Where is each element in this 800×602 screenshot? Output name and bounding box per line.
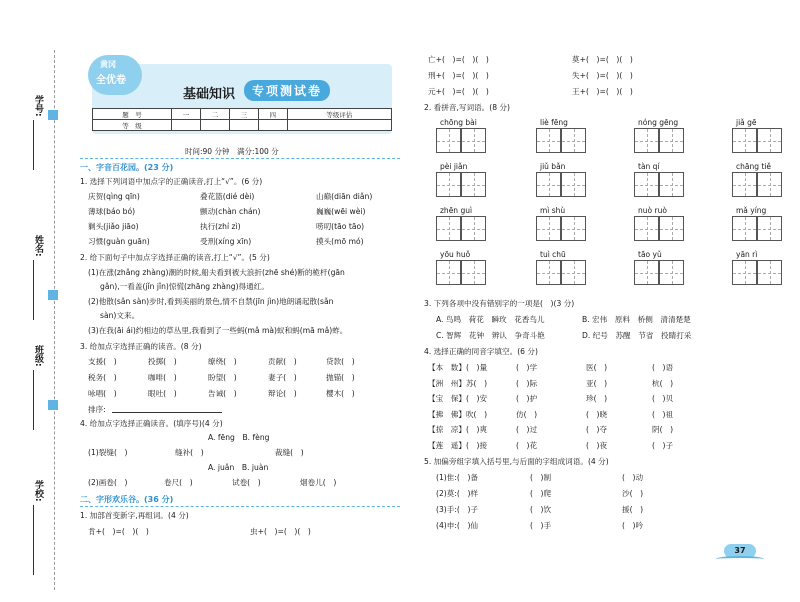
time-info: 时间:90 分钟 满分:100 分 [185, 147, 279, 156]
writing-cell[interactable] [732, 216, 757, 241]
q4-item: 试卷( ) [232, 478, 261, 487]
class-label: 班级: [33, 345, 43, 367]
radical-item: ( )手 [530, 521, 552, 530]
pinyin-label: nuò ruò [638, 206, 667, 215]
homophone-item: 亚( ) [586, 378, 608, 388]
score-cell [258, 120, 287, 131]
divider [80, 506, 400, 507]
homophone-item: 仿( ) [516, 409, 538, 419]
school-label: 学校: [33, 480, 43, 502]
q4-stem: 4. 给加点字选择正确读音。(填序号)(4 分) [80, 419, 223, 428]
q4-item: 裁缝( ) [275, 448, 304, 457]
homophone-item: 【洲 州】苏( ) [428, 378, 488, 388]
q3-item: 贷款( ) [326, 357, 355, 366]
q4-options: A. fēng B. fèng [208, 433, 270, 442]
score-cell: 三 [229, 109, 258, 120]
s2q1-item: 王+( )=( )( ) [572, 87, 633, 96]
logo-line2: 全优卷 [96, 75, 126, 86]
class-line [33, 370, 34, 430]
q4-options: A. juǎn B. juàn [208, 463, 269, 472]
q3-item: 支援( ) [88, 357, 117, 366]
writing-cell[interactable] [461, 260, 486, 285]
radical-item: (3)手:( )子 [436, 505, 479, 514]
homophone-item: 杭( ) [652, 378, 674, 388]
writing-cell[interactable] [732, 260, 757, 285]
writing-cell[interactable] [634, 216, 659, 241]
page-number: 37 [724, 544, 756, 558]
q4-item: 卷尺( ) [164, 478, 193, 487]
binding-mark [48, 290, 58, 300]
writing-cell[interactable] [659, 172, 684, 197]
homophone-item: ( )际 [516, 378, 538, 388]
homophone-item: 珍( ) [586, 394, 608, 403]
pinyin-label: tuì chū [540, 250, 566, 259]
radical-item: ( )动 [622, 473, 644, 482]
radical-item: 沙( ) [622, 489, 644, 498]
binding-strip [0, 0, 62, 602]
writing-cell[interactable] [461, 128, 486, 153]
writing-cell[interactable] [561, 172, 586, 197]
radical-item: ( )爬 [530, 489, 552, 498]
homophone-item: ( )祖 [652, 409, 674, 419]
pinyin-label: liè fēng [540, 118, 568, 127]
q1-item: 摸头(mō mó) [316, 237, 364, 246]
writing-cell[interactable] [634, 172, 659, 197]
score-cell: 等级评估 [287, 109, 391, 120]
homophone-item: ( )子 [652, 440, 674, 450]
q3-item: 抛锚( ) [326, 373, 355, 382]
s2q5-stem: 5. 加偏旁组字填入括号里,与后面的字组成词语。(4 分) [424, 457, 609, 466]
writing-cell[interactable] [634, 260, 659, 285]
writing-cell[interactable] [461, 216, 486, 241]
q3-item: 樱木( ) [326, 389, 355, 398]
homophone-item: ( )夜 [586, 440, 608, 450]
s2q1-item: 莫+( )=( )( ) [572, 55, 633, 64]
q3-item: 咖啡( ) [148, 373, 177, 382]
s2q1-item: 虫+( )=( )( ) [250, 527, 311, 536]
writing-cell[interactable] [436, 128, 461, 153]
s2q1-item: 亡+( )=( )( ) [428, 55, 489, 64]
score-cell [287, 120, 391, 131]
logo-line1: 黄冈 [100, 60, 116, 69]
number-line [33, 120, 34, 170]
q3-item: 投掷( ) [148, 357, 177, 366]
binding-mark [48, 110, 58, 120]
s2q3-stem: 3. 下列各项中没有错别字的一项是( )(3 分) [424, 299, 575, 308]
q2-line: gǎn),一看盖(jǐn jǐn)惊慌(zhāng zhàng)得通红。 [100, 282, 269, 291]
school-line [33, 505, 34, 575]
q1-stem: 1. 选择下列词语中加点字的正确读音,打上“√”。(6 分) [80, 177, 263, 186]
radical-item: (4)申:( )仙 [436, 521, 479, 530]
q2-line: sàn)文来。 [100, 311, 140, 320]
q3-item: 缭绕( ) [208, 357, 237, 366]
homophone-item: 【宝 保】( )安 [428, 394, 488, 403]
q1-item: 习惯(guàn guān) [88, 237, 150, 246]
q1-item: 薄球(báo bó) [88, 207, 136, 216]
pinyin-label: pèi jiǎn [440, 162, 468, 171]
writing-cell[interactable] [561, 128, 586, 153]
s2q1-item: 刑+( )=( )( ) [428, 71, 489, 80]
score-cell: 二 [201, 109, 230, 120]
pinyin-label: zhēn guì [440, 206, 473, 215]
q2-line: (3)在我(āi ái)约相边的草丛里,我看到了一些蚂(mǎ mà)蚁和蚂(mā mǎ)蚱。 [88, 326, 348, 335]
writing-cell[interactable] [536, 216, 561, 241]
q3-item: 咏唱( ) [88, 389, 117, 398]
page-subtitle: 专项测试卷 [244, 80, 330, 101]
homophone-item: ( )语 [652, 363, 674, 372]
homophone-item: ( )贝 [652, 394, 674, 403]
divider [80, 158, 400, 159]
q2-stem: 2. 给下面句子中加点字选择正确的读音,打上“√”。(5 分) [80, 253, 270, 262]
s2q4-stem: 4. 选择正确的同音字填空。(6 分) [424, 347, 538, 356]
homophone-item: 【掠 凉】( )爽 [428, 425, 488, 434]
q4-item: (2)画卷( ) [88, 478, 128, 487]
writing-cell[interactable] [436, 260, 461, 285]
writing-cell[interactable] [536, 172, 561, 197]
writing-cell[interactable] [757, 172, 782, 197]
q4-item: (1)裂缝( ) [88, 448, 128, 457]
pinyin-label: jiǎ gē [736, 118, 757, 127]
q4-item: 缝补( ) [175, 448, 204, 457]
section2-title: 二、字形欢乐谷。(36 分) [80, 495, 174, 504]
s2q3-option: B. 宏伟 原料 桥侧 清清楚楚 [582, 315, 691, 324]
q1-item: 叠花篮(dié dèi) [200, 192, 255, 201]
radical-item: ( )制 [530, 473, 552, 482]
q3-sort: 排序: [88, 405, 106, 414]
s2q1-item: 元+( )=( )( ) [428, 87, 489, 96]
writing-cell[interactable] [757, 260, 782, 285]
writing-cell[interactable] [561, 216, 586, 241]
homophone-item: 【本 数】( )量 [428, 363, 488, 372]
s2q2-stem: 2. 看拼音,写词语。(8 分) [424, 103, 510, 112]
page-title: 基础知识 [183, 87, 236, 102]
writing-cell[interactable] [732, 128, 757, 153]
homophone-item: ( )过 [516, 425, 538, 434]
q3-item: 眼吐( ) [148, 389, 177, 398]
homophone-item: 【莲 遥】( )接 [428, 440, 488, 450]
section1-title: 一、字音百花园。(23 分) [80, 163, 174, 172]
writing-cell[interactable] [634, 128, 659, 153]
radical-item: (2)莫:( )样 [436, 489, 479, 498]
pinyin-label: chōng bài [440, 118, 477, 127]
q1-item: 山巅(diān diǎn) [316, 192, 373, 201]
number-label: 学号: [33, 95, 43, 117]
writing-cell[interactable] [659, 260, 684, 285]
q2-line: (1)在涨(zhǎng zhàng)潮的时候,船夫看到被大浪折(zhē shé)断的桅杆(gān [88, 268, 345, 277]
s2q1-item: 失+( )=( )( ) [572, 71, 633, 80]
q3-item: 贡献( ) [268, 357, 297, 366]
pinyin-label: mǎ yíng [736, 206, 767, 215]
score-cell: 等 级 [93, 120, 172, 131]
score-cell [201, 120, 230, 131]
writing-cell[interactable] [461, 172, 486, 197]
q4-item: 烟卷儿( ) [300, 478, 337, 487]
homophone-item: 【拂 佛】吹( ) [428, 409, 488, 419]
q3-item: 告诫( ) [208, 389, 237, 398]
writing-cell[interactable] [436, 216, 461, 241]
pinyin-label: chāng tiě [736, 162, 772, 171]
answer-line [112, 412, 222, 413]
pinyin-label: mì shù [540, 206, 566, 215]
binding-mark [48, 400, 58, 410]
pinyin-label: jiǔ bǎn [540, 162, 566, 171]
q1-item: 受刑(xíng xīn) [200, 237, 252, 246]
q1-item: 庆贺(qìng qīn) [88, 192, 140, 201]
score-cell: 题 号 [93, 109, 172, 120]
radical-item: ( )饮 [530, 505, 552, 514]
q1-item: 唠叨(tāo tāo) [316, 222, 365, 231]
homophone-item: 阴( ) [652, 425, 674, 434]
s2q1-item: 肯+( )=( )( ) [88, 527, 149, 536]
cut-line [54, 50, 55, 590]
s2q3-option: D. 纪号 苏醒 节省 投睛打采 [582, 331, 692, 340]
radical-item: ( )吟 [622, 521, 644, 530]
radical-item: (1)隹:( )备 [436, 473, 479, 482]
score-cell [229, 120, 258, 131]
pinyin-label: tāo yǔ [638, 250, 662, 259]
writing-cell[interactable] [659, 216, 684, 241]
q3-item: 辩论( ) [268, 389, 297, 398]
score-cell: 四 [258, 109, 287, 120]
q2-line: (2)他散(sǎn sàn)步时,看到美丽的景色,情不自禁(jīn jìn)地朗诵起散(sǎn [88, 297, 334, 306]
q3-item: 妻子( ) [268, 373, 297, 382]
writing-cell[interactable] [561, 260, 586, 285]
writing-cell[interactable] [757, 216, 782, 241]
writing-cell[interactable] [732, 172, 757, 197]
writing-cell[interactable] [536, 128, 561, 153]
homophone-item: ( )花 [516, 440, 538, 450]
score-cell [172, 120, 201, 131]
score-cell: 一 [172, 109, 201, 120]
homophone-item: 医( ) [586, 363, 608, 372]
pinyin-label: yān rì [736, 250, 758, 259]
q3-item: 税务( ) [88, 373, 117, 382]
q3-stem: 3. 给加点字选择正确的读音。(8 分) [80, 342, 202, 351]
q1-item: 巍巍(wēi wèi) [316, 207, 366, 216]
s2q3-option: C. 智辉 花钟 辨认 争奇斗艳 [436, 331, 545, 340]
pinyin-label: tàn qí [638, 162, 660, 171]
homophone-item: ( )护 [516, 394, 538, 403]
writing-cell[interactable] [659, 128, 684, 153]
s2q3-option: A. 鸟鸣 荷花 瞬玫 花香鸟儿 [436, 315, 545, 324]
pinyin-label: nóng gēng [638, 118, 679, 127]
score-table [92, 108, 392, 131]
q1-item: 颤动(chàn chán) [200, 207, 261, 216]
q1-item: 剿头(jiǎo jiāo) [88, 222, 139, 231]
q3-item: 盼望( ) [208, 373, 237, 382]
name-line [33, 260, 34, 320]
writing-cell[interactable] [436, 172, 461, 197]
name-label: 姓名: [33, 235, 43, 257]
homophone-item: ( )夺 [586, 425, 608, 434]
pinyin-label: yōu huǒ [440, 250, 471, 259]
radical-item: 援( ) [622, 505, 644, 514]
writing-cell[interactable] [757, 128, 782, 153]
q1-item: 执行(zhí zì) [200, 222, 241, 231]
s2q1-stem: 1. 加部首变新字,再组词。(4 分) [80, 511, 189, 520]
page-decoration [716, 556, 764, 562]
homophone-item: ( )学 [516, 363, 538, 372]
homophone-item: ( )晓 [586, 409, 608, 419]
writing-cell[interactable] [536, 260, 561, 285]
